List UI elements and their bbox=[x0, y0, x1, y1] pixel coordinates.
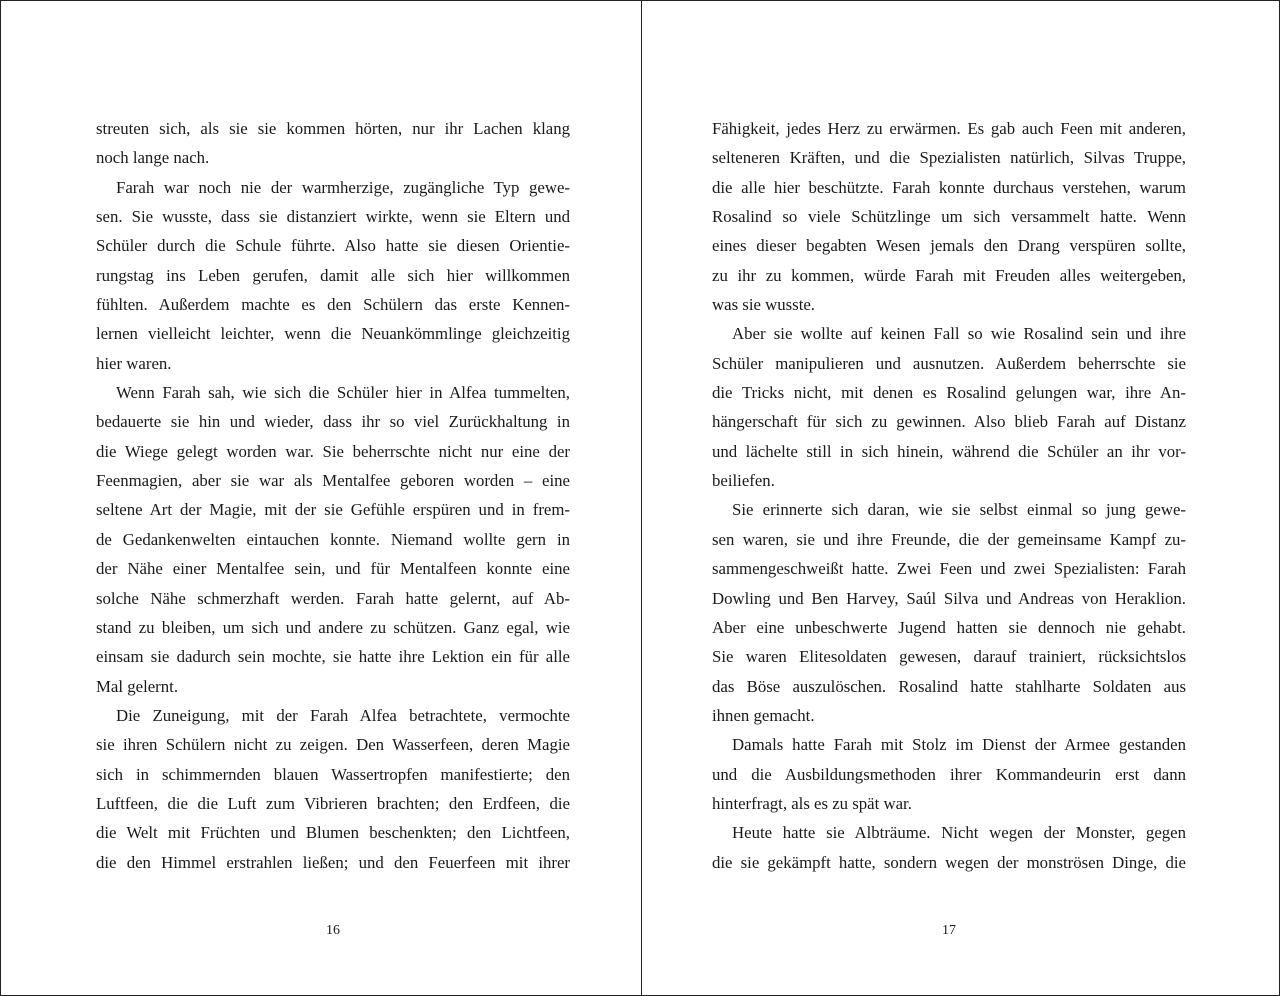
left-page-text bbox=[96, 114, 570, 877]
text-line: rungstag ins Leben gerufen, damit alle sich hier willkommen bbox=[96, 265, 570, 285]
text-line: Rosalind so viele Schützlinge um sich versammelt hatte. Wenn bbox=[712, 207, 1186, 227]
text-line: Luftfeen, die die Luft zum Vibrieren brachten; den Erdfeen, die bbox=[96, 793, 570, 813]
text-line: Aber sie wollte auf keinen Fall so wie Rosalind sein und ihre bbox=[732, 324, 1186, 344]
text-line: sen waren, sie und ihre Freunde, die der gemeinsame Kampf zu- bbox=[712, 529, 1186, 549]
text-line: Sie erinnerte sich daran, wie sie selbst einmal so jung gewe- bbox=[732, 500, 1186, 520]
text-line: ihnen gemacht. bbox=[712, 705, 815, 725]
text-line: stand zu bleiben, um sich und andere zu schützen. Ganz egal, wie bbox=[96, 617, 570, 637]
text-line: Aber eine unbeschwerte Jugend hatten sie dennoch nie gehabt. bbox=[712, 617, 1186, 637]
text-line: was sie wusste. bbox=[712, 295, 816, 315]
text-line: solche Nähe schmerzhaft werden. Farah hatte gelernt, auf Ab- bbox=[96, 588, 570, 608]
text-line: die alle hier beschützte. Farah konnte durchaus verstehen, warum bbox=[712, 177, 1186, 197]
text-line: und lächelte still in sich hinein, während die Schüler an ihr vor- bbox=[712, 441, 1186, 461]
text-line: Farah war noch nie der warmherzige, zugängliche Typ gewe- bbox=[116, 177, 570, 197]
text-line: Dowling und Ben Harvey, Saúl Silva und Andreas von Heraklion. bbox=[712, 588, 1186, 608]
text-line: hinterfragt, als es zu spät war. bbox=[712, 793, 912, 813]
text-line: Damals hatte Farah mit Stolz im Dienst der Armee gestanden bbox=[732, 735, 1186, 755]
left-page-number: 16 bbox=[326, 923, 340, 938]
text-line: die Welt mit Früchten und Blumen beschenkten; den Lichtfeen, bbox=[96, 823, 570, 843]
text-line: lernen vielleicht leichter, wenn die Neuankömmlinge gleichzeitig bbox=[96, 324, 570, 344]
text-line: bedauerte sie hin und wieder, dass ihr so viel Zurückhaltung in bbox=[96, 412, 570, 432]
text-line: Schüler durch die Schule führte. Also hatte sie diesen Orientie- bbox=[96, 236, 570, 256]
right-page-text bbox=[712, 114, 1186, 877]
text-line: einsam sie dadurch sein mochte, sie hatte ihre Lektion ein für alle bbox=[96, 647, 570, 667]
right-page bbox=[642, 1, 1280, 995]
text-line: seltene Art der Magie, mit der sie Gefühle erspüren und in frem- bbox=[96, 500, 570, 520]
text-line: beiliefen. bbox=[712, 471, 775, 491]
text-line: Wenn Farah sah, wie sich die Schüler hier in Alfea tummelten, bbox=[116, 383, 570, 403]
text-line: die sie gekämpft hatte, sondern wegen der monströsen Dinge, die bbox=[712, 852, 1186, 872]
left-page bbox=[1, 1, 640, 995]
text-line: eines dieser begabten Wesen jemals den Drang verspüren sollte, bbox=[712, 236, 1186, 256]
text-line: sich in schimmernden blauen Wassertropfen manifestierte; den bbox=[96, 764, 570, 784]
text-line: noch lange nach. bbox=[96, 148, 210, 168]
right-page-number: 17 bbox=[942, 923, 956, 938]
text-line: sammengeschweißt hatte. Zwei Feen und zwei Spezialisten: Farah bbox=[712, 559, 1186, 579]
text-line: Fähigkeit, jedes Herz zu erwärmen. Es gab auch Feen mit anderen, bbox=[712, 119, 1186, 138]
text-line: Heute hatte sie Albträume. Nicht wegen der Monster, gegen bbox=[732, 823, 1186, 843]
text-line: de Gedankenwelten eintauchen konnte. Niemand wollte gern in bbox=[96, 529, 570, 549]
text-line: das Böse auszulöschen. Rosalind hatte stahlharte Soldaten aus bbox=[712, 676, 1186, 696]
text-line: fühlten. Außerdem machte es den Schülern das erste Kennen- bbox=[96, 295, 570, 315]
text-line: sie ihren Schülern nicht zu zeigen. Den Wasserfeen, deren Magie bbox=[96, 735, 570, 755]
text-line: die Wiege gelegt worden war. Sie beherrschte nicht nur eine der bbox=[96, 441, 570, 461]
text-line: Feenmagien, aber sie war als Mentalfee geboren worden – eine bbox=[96, 471, 570, 491]
text-line: Die Zuneigung, mit der Farah Alfea betrachtete, vermochte bbox=[116, 705, 570, 725]
text-line: Mal gelernt. bbox=[96, 676, 179, 696]
text-line: hängerschaft für sich zu gewinnen. Also blieb Farah auf Distanz bbox=[712, 412, 1186, 432]
text-line: hier waren. bbox=[96, 353, 172, 373]
text-line: und die Ausbildungsmethoden ihrer Kommandeurin erst dann bbox=[712, 764, 1186, 784]
text-line: die Tricks nicht, mit denen es Rosalind gelungen war, ihre An- bbox=[712, 383, 1186, 403]
text-line: die den Himmel erstrahlen ließen; und den Feuerfeen mit ihrer bbox=[96, 852, 570, 872]
text-line: der Nähe einer Mentalfee sein, und für Mentalfeen konnte eine bbox=[96, 559, 570, 579]
text-line: Schüler manipulieren und ausnutzen. Außerdem beherrschte sie bbox=[712, 353, 1186, 373]
text-line: sen. Sie wusste, dass sie distanziert wirkte, wenn sie Eltern und bbox=[96, 207, 570, 227]
text-line: zu ihr zu kommen, würde Farah mit Freuden alles weitergeben, bbox=[712, 265, 1186, 285]
text-line: selteneren Kräften, und die Spezialisten natürlich, Silvas Truppe, bbox=[712, 148, 1186, 168]
text-line: streuten sich, als sie sie kommen hörten, nur ihr Lachen klang bbox=[96, 119, 570, 138]
text-line: Sie waren Elitesoldaten gewesen, darauf trainiert, rücksichtslos bbox=[712, 647, 1186, 667]
